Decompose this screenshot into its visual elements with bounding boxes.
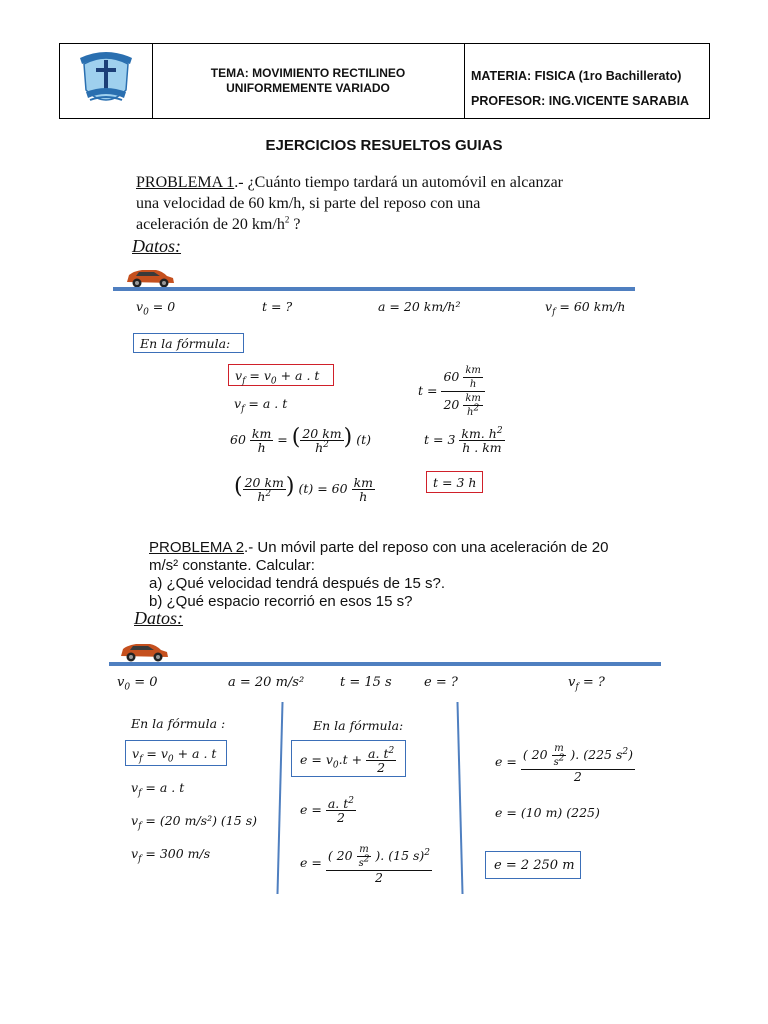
p2-given-e: e = ? xyxy=(424,675,458,690)
p2-e-step-4: e = (10 m) (225) xyxy=(495,805,600,820)
problem1-datos: Datos: xyxy=(132,236,182,256)
p2-given-a: a = 20 m/s² xyxy=(228,675,305,690)
p2-given-v0: $v_0 = 0$ xyxy=(117,675,158,693)
column-divider-2 xyxy=(456,702,463,894)
p2-e-step-1: e = $\frac{a. t^2}{2}$ xyxy=(300,795,354,825)
p2-vf-step-2: $v_f = (20$ m/s²) (15 s) xyxy=(131,813,257,832)
subject-cell xyxy=(464,44,709,118)
p1-step-1: $v_f = a$ . t xyxy=(234,396,288,415)
p1-given-a: a = 20 km/h² xyxy=(378,299,461,314)
p2-formula-box: $v_f = v_0 + a$ . t xyxy=(125,740,227,766)
p2-vf-step-3: $v_f = 300$ m/s xyxy=(131,846,211,865)
p1-given-t: t = ? xyxy=(262,299,293,314)
p1-result-box: t = 3 h xyxy=(426,471,483,493)
p1-step-3: ( $\frac{20 km}{h^2}$ ) (t) = 60 $\frac{km}{h}$ xyxy=(234,474,373,504)
page-title: EJERCICIOS RESUELTOS GUIAS xyxy=(265,137,503,154)
problem1-label: PROBLEMA 1 xyxy=(136,174,235,191)
p1-given-v0: $v_0 = 0$ xyxy=(136,299,176,318)
header-table xyxy=(59,43,710,119)
p1-step-2: 60 $\frac{km}{h}$ = ( $\frac{20 km}{h^2}$ ) (t) xyxy=(230,425,371,455)
p1-step-4: t = 60 $\frac{km}{h}$ 20 $\frac{km}{h^2}$ xyxy=(418,364,485,419)
problem2-statement: PROBLEMA 2.- Un móvil parte del reposo con una aceleración de 20 m/s² constante. Calcular: a) ¿Qué velocidad tendrá después de 15 s?. b) ¿Qué espacio recorrió en esos 15 s? xyxy=(149,539,609,610)
divider-bar-2 xyxy=(109,662,661,666)
divider-bar-1 xyxy=(113,287,635,291)
problem2-label: PROBLEMA 2 xyxy=(149,539,245,556)
p2-e-step-3: e = ( 20 $\frac{m}{s^2}$ ). (225 $s^2$) 2 xyxy=(495,743,633,784)
p2-e-step-2: e = ( 20 $\frac{m}{s^2}$ ). (15 s)$^2$ 2 xyxy=(300,844,431,885)
p2-formula-label-2: En la fórmula: xyxy=(313,718,404,733)
subject-label: MATERIA: FISICA (1ro Bachillerato) xyxy=(471,69,682,83)
p2-given-t: t = 15 s xyxy=(340,675,392,690)
p1-formula-label-box: En la fórmula: xyxy=(133,333,244,353)
p2-given-vf: $v_f$ = ? xyxy=(568,675,605,693)
p2-e-formula-box: $e = v_0.t$ + $\frac{a. t^2}{2}$ xyxy=(291,740,406,777)
p1-given-vf: $v_f = 60$ km/h xyxy=(545,299,626,318)
car-icon-2 xyxy=(118,640,170,664)
p2-vf-step-1: $v_f = a$ . t xyxy=(131,780,185,799)
topic-line-2: UNIFORMEMENTE VARIADO xyxy=(226,81,390,95)
logo-cell xyxy=(60,44,153,118)
school-logo-icon xyxy=(60,44,152,120)
teacher-label: PROFESOR: ING.VICENTE SARABIA xyxy=(471,94,690,108)
problem1-statement: PROBLEMA 1.- ¿Cuánto tiempo tardará un automóvil en alcanzar una velocidad de 60 km/h, si parte del reposo con una aceleración de 20 $km/h^2$ ? xyxy=(136,174,564,233)
topic-cell xyxy=(152,44,465,118)
topic-line-1: TEMA: MOVIMIENTO RECTILINEO xyxy=(210,66,406,80)
p2-result-box: e = 2 250 m xyxy=(485,851,581,879)
problem2-datos: Datos: xyxy=(134,608,184,628)
column-divider-1 xyxy=(276,702,283,894)
p1-step-5: t = 3 $\frac{km. h^2}{h . km}$ xyxy=(424,425,503,455)
p1-formula-box: $v_f = v_0 + a$ . t xyxy=(228,364,334,386)
p2-formula-label: En la fórmula : xyxy=(131,716,226,731)
